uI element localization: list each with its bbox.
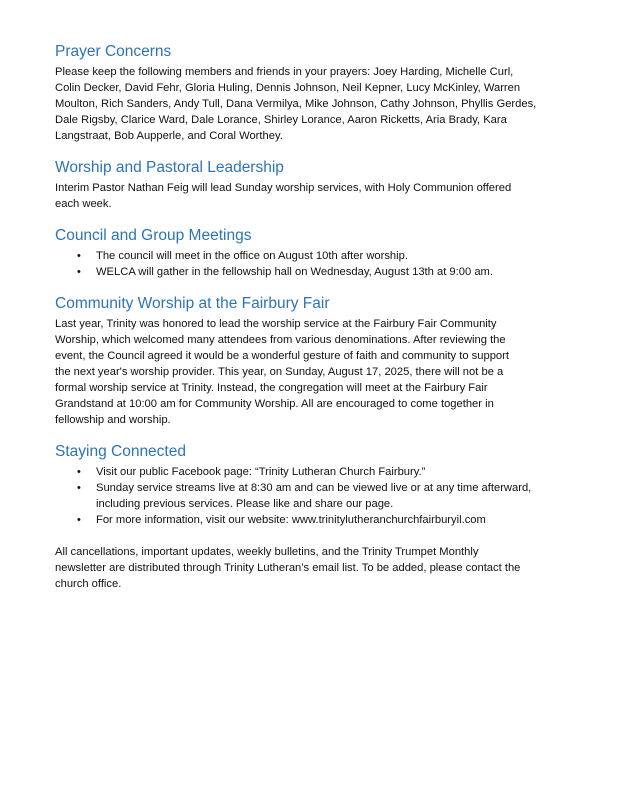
text-line: event, the Council agreed it would be a wonderful gesture of faith and community to support <box>55 350 509 362</box>
text-line: Interim Pastor Nathan Feig will lead Sunday worship services, with Holy Communion offered <box>55 182 512 194</box>
text-line: Dale Rigsby, Clarice Ward, Dale Lorance, Shirley Lorance, Aaron Ricketts, Aria Brady, Kara <box>55 114 507 126</box>
text-line: the next year's worship provider. This year, on Sunday, August 17, 2025, there will not be a <box>55 366 504 378</box>
text-line: All cancellations, important updates, weekly bulletins, and the Trinity Trumpet Monthly <box>55 546 479 558</box>
bullet-icon: • <box>77 466 81 478</box>
website-text: For more information, visit our website: www.trinitylutheranchurchfairburyil.com <box>96 514 486 526</box>
section-heading: Prayer Concerns <box>55 43 172 60</box>
text-line: Sunday service streams live at 8:30 am and can be viewed live or at any time afterward, <box>96 482 532 494</box>
section-heading: Staying Connected <box>55 443 186 460</box>
text-line: newsletter are distributed through Trinity Lutheran’s email list. To be added, please contact the <box>55 562 521 574</box>
text-line: each week. <box>55 198 112 210</box>
text-line: including previous services. Please like and share our page. <box>96 498 394 510</box>
text-line: church office. <box>55 578 122 590</box>
bullet-icon: • <box>77 482 81 494</box>
text-line: The council will meet in the office on August 10th after worship. <box>96 250 408 262</box>
text-line: fellowship and worship. <box>55 414 171 426</box>
text-line: Please keep the following members and friends in your prayers: Joey Harding, Michelle Curl, <box>55 66 514 78</box>
section-staying-connected <box>55 442 629 592</box>
section-worship-leadership <box>55 158 629 212</box>
bullet-icon: • <box>77 266 81 278</box>
section-community-worship <box>55 294 629 428</box>
text-line: Langstraat, Bob Aupperle, and Coral Worthey. <box>55 130 283 142</box>
section-heading: Community Worship at the Fairbury Fair <box>55 295 330 312</box>
section-prayer-concerns <box>55 42 629 144</box>
text-line: Last year, Trinity was honored to lead the worship service at the Fairbury Fair Community <box>55 318 497 330</box>
text-line: Grandstand at 10:00 am for Community Worship. All are encouraged to come together in <box>55 398 494 410</box>
bullet-list <box>55 248 629 280</box>
text-line: formal worship service at Trinity. Instead, the congregation will meet at the Fairbury Fair <box>55 382 488 394</box>
text-line: Moulton, Rich Sanders, Andy Tull, Dana Vermilya, Mike Johnson, Cathy Johnson, Phyllis Gerdes, <box>55 98 537 110</box>
list-item <box>55 512 629 528</box>
bullet-list <box>55 464 629 528</box>
bullet-icon: • <box>77 250 81 262</box>
list-item <box>55 264 629 280</box>
text-line: Worship, which welcomed many attendees from various denominations. After reviewing the <box>55 334 506 346</box>
text-line: WELCA will gather in the fellowship hall on Wednesday, August 13th at 9:00 am. <box>96 266 493 278</box>
bullet-icon: • <box>77 514 81 526</box>
list-item <box>55 464 629 480</box>
text-line: Colin Decker, David Fehr, Gloria Huling, Dennis Johnson, Neil Kepner, Lucy McKinley, Warren <box>55 82 521 94</box>
text-line: Visit our public Facebook page: “Trinity Lutheran Church Fairbury.” <box>96 466 426 478</box>
section-council-meetings <box>55 226 629 280</box>
closing-paragraph <box>55 544 629 592</box>
list-item <box>55 248 629 264</box>
section-heading: Worship and Pastoral Leadership <box>55 159 284 176</box>
list-item <box>55 480 629 512</box>
section-heading: Council and Group Meetings <box>55 227 252 244</box>
